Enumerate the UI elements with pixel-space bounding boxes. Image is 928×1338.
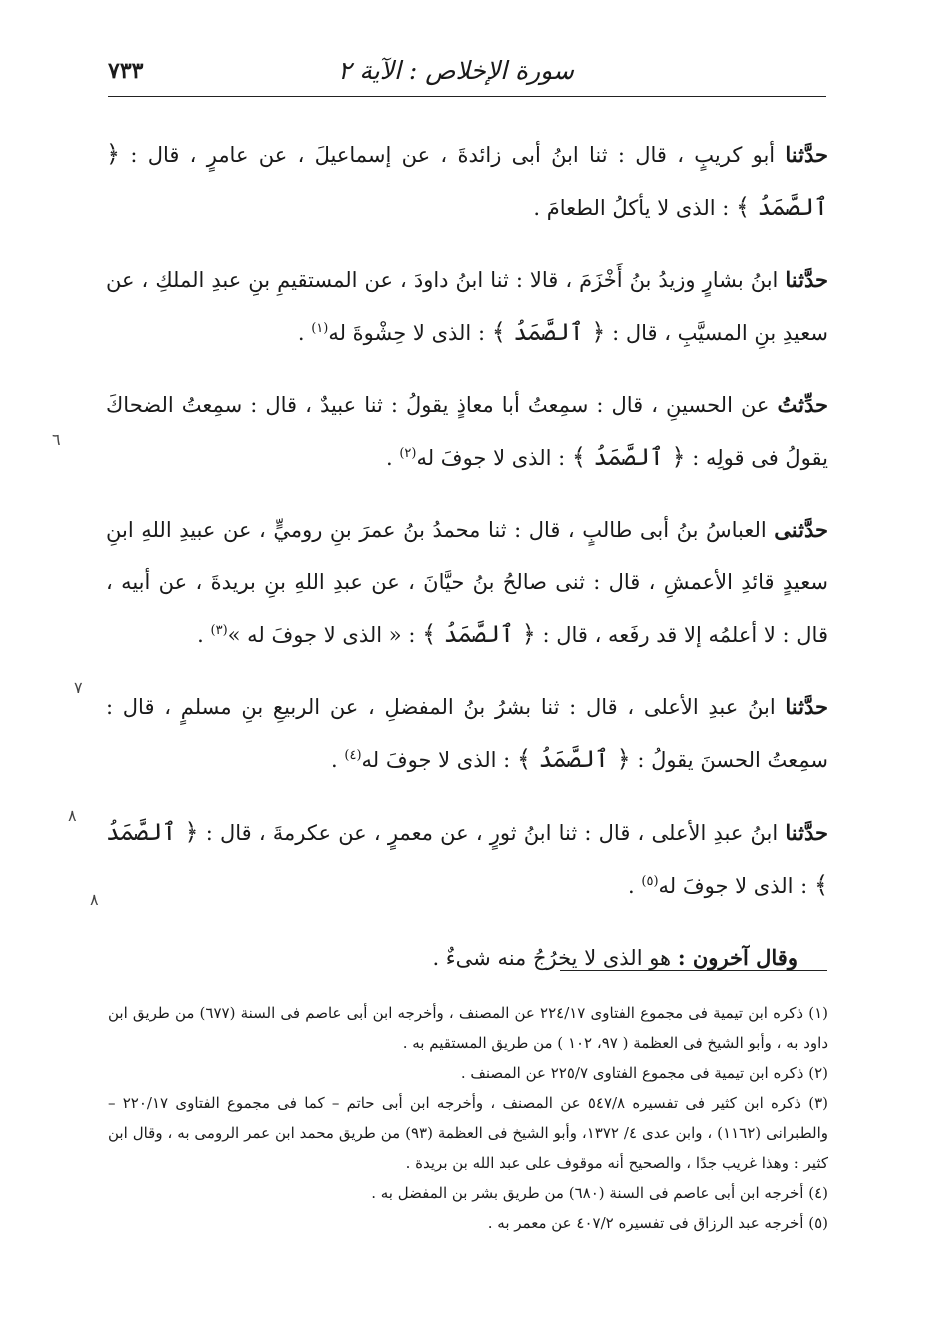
narration-text: : الذى لا حِشْوةَ له: [328, 321, 492, 345]
footnotes-section: [108, 998, 828, 1238]
narration-paragraph: حدَّثنى العباسُ بنُ أبى طالبٍ ، قال : ثنا محمدُ بنُ عمرَ بنِ روميٍّ ، عن عبيدِ اللهِ ابنِ سعيدٍ قائدِ الأعمشِ ، قال : ثنى صالحُ بنُ حيَّانَ ، عن عبدِ اللهِ بنِ بريدةَ ، عن أبيه ، قال : لا أعلمُه إلا قد رفَعه ، قال : ﴿ ٱلصَّمَدُ ﴾ : « الذى لا جوفَ له »$^{(٣)}$ .: [106, 517, 828, 648]
narration-text: : الذى لا جوفَ له: [416, 446, 572, 470]
quran-quote: ﴿ ٱلصَّمَدُ ﴾: [516, 745, 631, 773]
narration-paragraph: حدَّثنا ابنُ عبدِ الأعلى ، قال : ثنا بشرُ بنُ المفضلِ ، عن الربيعِ بنِ مسلمٍ ، قال : سمِعتُ الحسنَ يقولُ : ﴿ ٱلصَّمَدُ ﴾ : الذى لا جوفَ له$^{(٤)}$ .: [106, 694, 828, 773]
narration-lead: حدَّثنا: [785, 267, 828, 292]
narration-lead: حدِّثتُ: [777, 392, 828, 417]
narration-paragraph: حدَّثنا ابنُ عبدِ الأعلى ، قال : ثنا ابنُ ثورٍ ، عن معمرٍ ، عن عكرمةَ ، قال : ﴿ ٱلصَّمَدُ ﴾ : الذى لا جوفَ له$^{(٥)}$ .: [106, 818, 828, 899]
footnote-reference[interactable]: (١): [311, 321, 329, 336]
narration-paragraph: حدِّثتُ عن الحسينِ ، قال : سمِعتُ أبا معاذٍ يقولُ : ثنا عبيدٌ ، قال : سمِعتُ الضحاكَ يقولُ فى قولِه : ﴿ ٱلصَّمَدُ ﴾ : الذى لا جوفَ له$^{(٢)}$ .: [106, 392, 828, 471]
narration-text: العباسُ بنُ أبى طالبٍ ، قال : ثنا محمدُ بنُ عمرَ بنِ روميٍّ ، عن عبيدِ اللهِ ابنِ سعيدٍ قائدِ الأعمشِ ، قال : ثنى صالحُ بنُ حيَّانَ ، عن عبدِ اللهِ بنِ بريدةَ ، عن أبيه ، قال : لا أعلمُه إلا قد رفَعه ، قال :: [106, 518, 828, 647]
main-text: [106, 128, 828, 984]
footnote-separator: [560, 970, 827, 971]
narration-paragraph: حدَّثنا ابنُ بشارٍ وزيدُ بنُ أَخْزَمَ ، قالا : ثنا ابنُ داودَ ، عن المستقيمِ بنِ عبدِ الملكِ ، عن سعيدِ بنِ المسيَّبِ ، قال : ﴿ ٱلصَّمَدُ ﴾ : الذى لا حِشْوةَ له$^{(١)}$ .: [106, 267, 828, 346]
margin-mark: ٦: [52, 430, 61, 449]
chapter-title: سورة الإخلاص : الآية ٢: [337, 56, 574, 85]
quran-quote: ﴿ ٱلصَّمَدُ ﴾: [422, 620, 536, 648]
margin-mark: ٨: [90, 890, 99, 909]
narration-text: : الذى لا جوفَ له: [361, 748, 517, 772]
margin-mark: ٧: [74, 678, 83, 697]
footnote: (١) ذكره ابن تيمية فى مجموع الفتاوى ٢٢٤/١٧ عن المصنف ، وأخرجه ابن أبى عاصم فى السنة (٦٧٧) من طريق ابن داود به ، وأبو الشيخ فى العظمة ( ٩٧، ١٠٢ ) من طريق المستقيم به .: [108, 1004, 828, 1052]
narration-text: ابنُ بشارٍ وزيدُ بنُ أَخْزَمَ ، قالا : ثنا ابنُ داودَ ، عن المستقيمِ بنِ عبدِ الملكِ ، عن سعيدِ بنِ المسيَّبِ ، قال :: [106, 268, 828, 345]
footnote-reference[interactable]: (٤): [344, 748, 362, 763]
narration-text: أبو كريبٍ ، قال : ثنا ابنُ أبى زائدةَ ، عن إسماعيلَ ، عن عامرٍ ، قال :: [120, 143, 786, 167]
narration-text: هو الذى لا يخرُجُ منه شىءٌ .: [432, 946, 678, 970]
quran-quote: ﴿ ٱلصَّمَدُ ﴾: [106, 818, 828, 899]
quran-quote: ﴿ ٱلصَّمَدُ ﴾: [491, 318, 606, 346]
narration-lead: حدَّثنا: [785, 694, 828, 719]
narration-lead: حدَّثنى: [774, 517, 828, 542]
narration-lead: حدَّثنا: [785, 820, 828, 845]
narration-lead: حدَّثنا: [785, 142, 828, 167]
footnote: (٣) ذكره ابن كثير فى تفسيره ٥٤٧/٨ عن المصنف ، وأخرجه ابن أبى حاتم – كما فى مجموع الفتاوى ٢٢٠/١٧ – والطبرانى (١١٦٢) ، وابن عدى ٤/ ١٣٧٢، وأبو الشيخ فى العظمة (٩٣) من طريق محمد ابن عمر الرومى به ، وقال ابن كثير : وهذا غريب جدًا ، والصحيح أنه موقوف على عبد الله بن بريدة .: [108, 1094, 828, 1172]
footnote: (٤) أخرجه ابن أبى عاصم فى السنة (٦٨٠) من طريق بشر بن المفضل به .: [371, 1184, 828, 1202]
running-header: [108, 52, 824, 92]
footnote-reference[interactable]: (٥): [641, 874, 659, 889]
header-rule: [108, 96, 826, 97]
page-number: ٧٣٣: [108, 58, 144, 84]
footnote-reference[interactable]: (٢): [399, 446, 417, 461]
narration-text: ابنُ عبدِ الأعلى ، قال : ثنا بشرُ بنُ المفضلِ ، عن الربيعِ بنِ مسلمٍ ، قال : سمِعتُ الحسنَ يقولُ :: [106, 695, 828, 772]
narration-paragraph: [106, 128, 828, 234]
narration-lead: وقال آخرون :: [677, 945, 798, 970]
narration-text: ابنُ عبدِ الأعلى ، قال : ثنا ابنُ ثورٍ ، عن معمرٍ ، عن عكرمةَ ، قال :: [198, 821, 786, 845]
closing-paragraph: [106, 932, 828, 984]
quran-quote: ﴿ ٱلصَّمَدُ ﴾: [571, 443, 686, 471]
footnote: (٢) ذكره ابن تيمية فى مجموع الفتاوى ٢٢٥/٧ عن المصنف .: [460, 1064, 828, 1082]
narration-text: عن الحسينِ ، قال : سمِعتُ أبا معاذٍ يقولُ : ثنا عبيدٌ ، قال : سمِعتُ الضحاكَ يقولُ فى قولِه :: [106, 393, 828, 470]
footnote-reference[interactable]: (٣): [210, 623, 228, 638]
narration-text: : الذى لا يأكلُ الطعامَ .: [533, 196, 736, 220]
footnote: (٥) أخرجه عبد الرزاق فى تفسيره ٤٠٧/٢ عن معمر به .: [487, 1214, 828, 1232]
quran-quote: ﴿ ٱلصَّمَدُ ﴾: [106, 140, 828, 221]
narration-text: : الذى لا جوفَ له: [658, 874, 814, 898]
margin-mark: ٨: [68, 806, 77, 825]
narration-text: : « الذى لا جوفَ له »: [227, 623, 423, 647]
